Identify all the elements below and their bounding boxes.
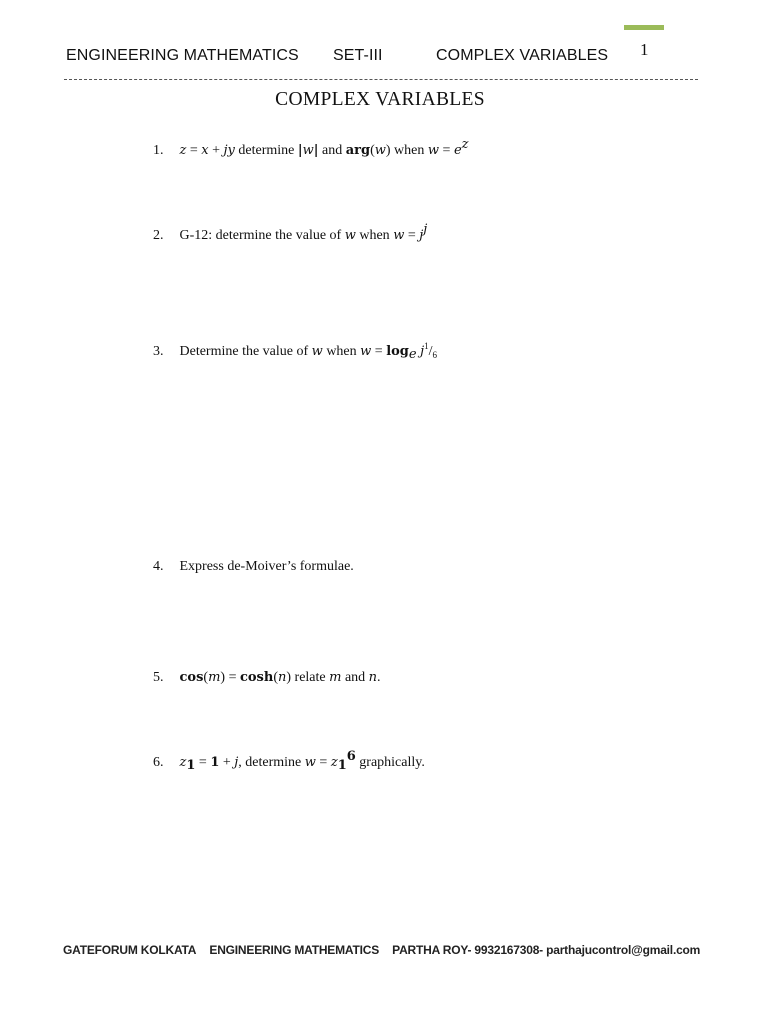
question-text: $z_1 = 1 + j$, determine $w = z_1^6$ graphically.	[179, 749, 425, 773]
question-number: 6.	[153, 755, 164, 770]
page-footer	[63, 943, 710, 957]
question-text: Determine the value of w when $w = \log_e j^1/_6$	[179, 341, 438, 362]
question-2	[153, 222, 428, 244]
header-topic: COMPLEX VARIABLES	[436, 47, 609, 64]
question-number: 2.	[153, 228, 164, 243]
header-divider	[64, 79, 698, 80]
footer-org: GATEFORUM KOLKATA	[63, 943, 197, 957]
question-text: cos(m) = cosh(n) relate m and n.	[179, 670, 381, 685]
question-number: 1.	[153, 143, 164, 158]
question-text: Express de-Moiver’s formulae.	[179, 559, 354, 574]
page-title: COMPLEX VARIABLES	[275, 89, 485, 110]
header-set: SET-III	[333, 47, 383, 64]
footer-contact: PARTHA ROY- 9932167308- parthajucontrol@gmail.com	[392, 943, 701, 957]
header-subject: ENGINEERING MATHEMATICS	[66, 47, 299, 64]
question-number: 3.	[153, 344, 164, 359]
question-3	[153, 341, 438, 362]
footer-subject: ENGINEERING MATHEMATICS	[209, 943, 380, 957]
header-accent-bar	[624, 25, 664, 30]
question-number: 5.	[153, 670, 164, 685]
question-text: z = x + jy determine |w| and arg(w) when $w = e^z$	[179, 137, 469, 158]
question-4	[153, 559, 354, 575]
question-5	[153, 670, 381, 686]
page-number: 1	[640, 40, 649, 59]
question-1	[153, 137, 469, 159]
question-text: G-12: determine the value of w when $w = j^j$	[179, 222, 428, 243]
question-number: 4.	[153, 559, 164, 574]
question-6	[153, 749, 425, 773]
